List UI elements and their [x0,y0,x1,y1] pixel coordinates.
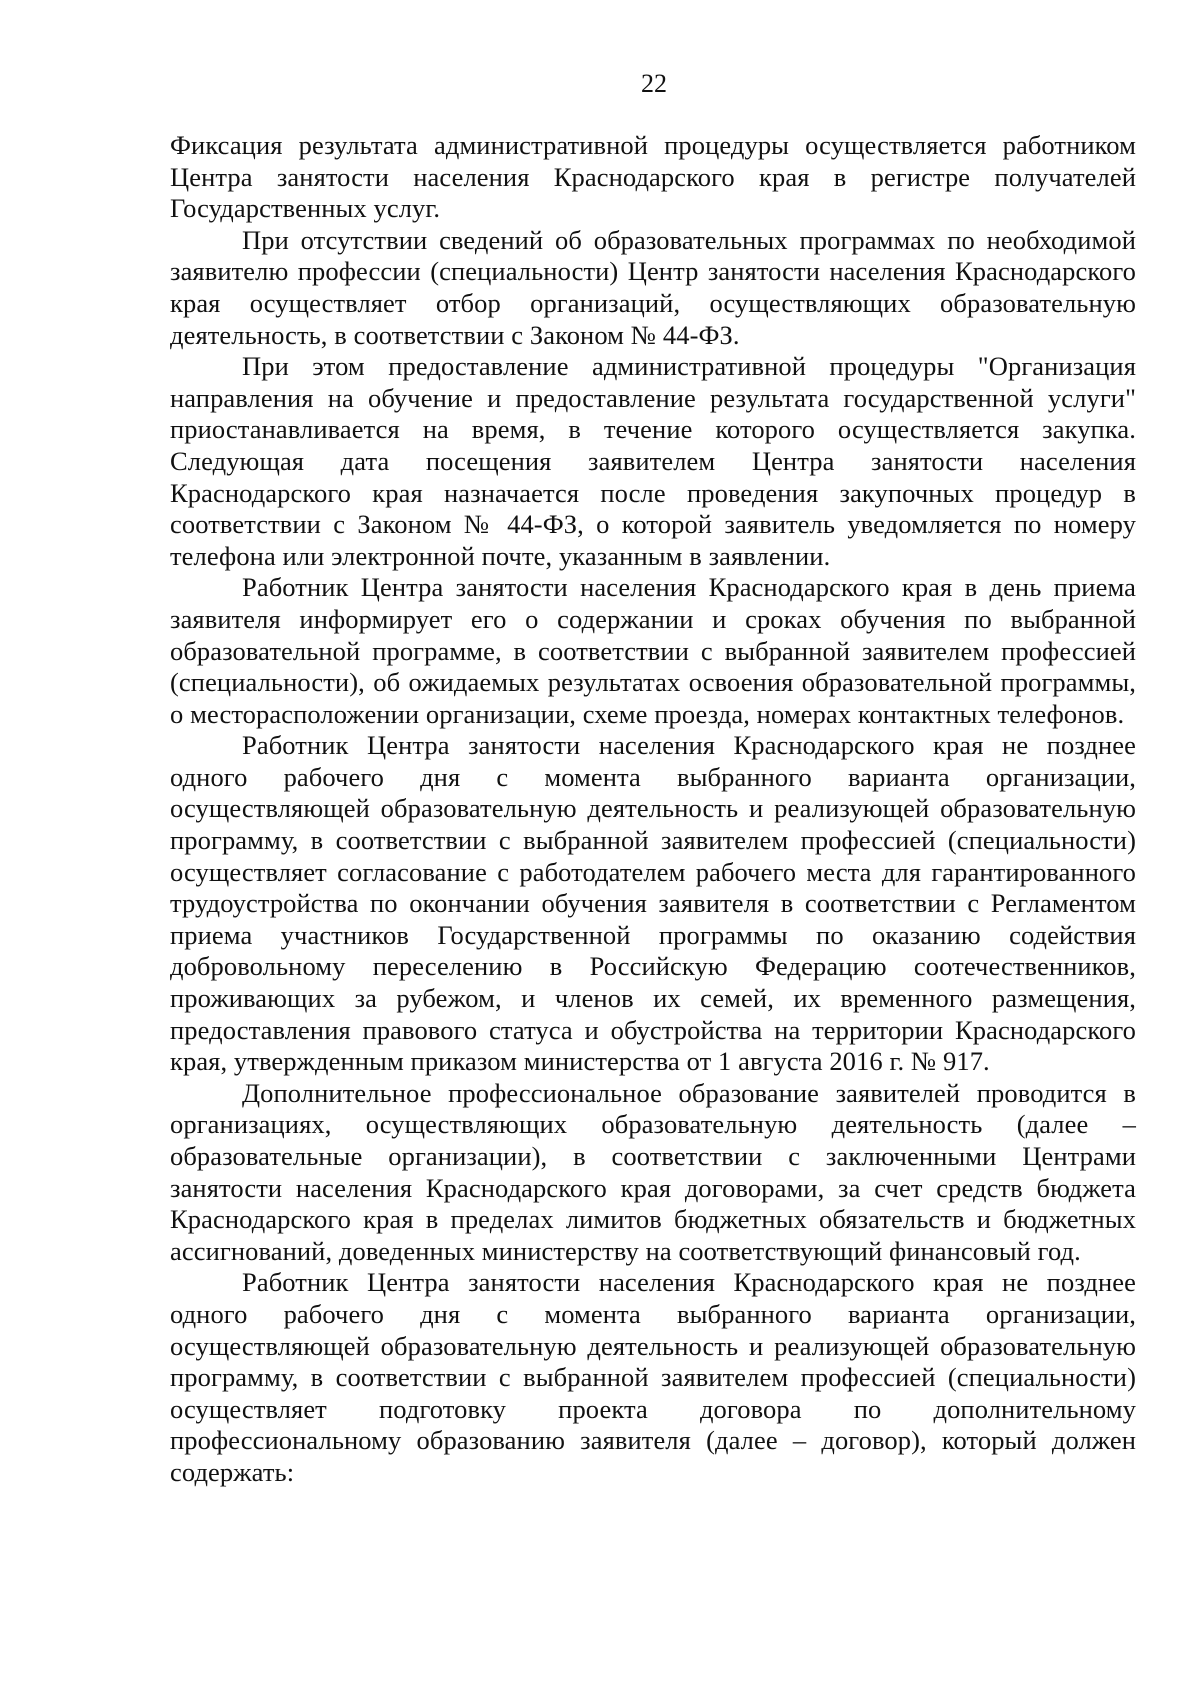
paragraph-employer-agreement: Работник Центра занятости населения Краснодарского края не позднее одного рабочего дня с момента выбранного варианта организации, осуществляющей образовательную деятельность и реализующей образовательную программу, в соответствии с выбранной заявителем профессией (специальности) осуществляет согласование с работодателем рабочего места для гарантированного трудоустройства по окончании обучения заявителя в соответствии с Регламентом приема участников Государственной программы по оказанию содействия добровольному переселению в Российскую Федерацию соотечественников, проживающих за рубежом, и членов их семей, их временного размещения, предоставления правового статуса и обустройства на территории Краснодарского края, утвержденным приказом министерства от 1 августа 2016 г. № 917. [170,730,1136,1077]
paragraph-procedure-suspension: При этом предоставление административной процедуры "Организация направления на обучение и предоставление результата государственной услуги" приостанавливается на время, в течение которого осуществляется закупка. Следующая дата посещения заявителем Центра занятости населения Краснодарского края назначается после проведения закупочных процедур в соответствии с Законом № 44-ФЗ, о которой заявитель уведомляется по номеру телефона или электронной почте, указанным в заявлении. [170,351,1136,571]
paragraph-additional-education: Дополнительное профессиональное образование заявителей проводится в организациях, осуществляющих образовательную деятельность (далее – образовательные организации), в соответствии с заключенными Центрами занятости населения Краснодарского края договорами, за счет средств бюджета Краснодарского края в пределах лимитов бюджетных обязательств и бюджетных ассигнований, доведенных министерству на соответствующий финансовый год. [170,1077,1136,1266]
document-body [170,130,1136,1489]
paragraph-contract-preparation: Работник Центра занятости населения Краснодарского края не позднее одного рабочего дня с момента выбранного варианта организации, осуществляющей образовательную деятельность и реализующей образовательную программу, в соответствии с выбранной заявителем профессией (специальности) осуществляет подготовку проекта договора по дополнительному профессиональному образованию заявителя (далее – договор), который должен содержать: [170,1267,1136,1487]
paragraph-no-program-info: При отсутствии сведений об образовательных программах по необходимой заявителю профессии (специальности) Центр занятости населения Краснодарского края осуществляет отбор организаций, осуществляющих образовательную деятельность, в соответствии с Законом № 44-ФЗ. [170,224,1136,350]
paragraph-result-fixation: Фиксация результата административной процедуры осуществляется работником Центра занятости населения Краснодарского края в регистре получателей Государственных услуг. [170,130,1136,224]
paragraph-applicant-informing: Работник Центра занятости населения Краснодарского края в день приема заявителя информирует его о содержании и сроках обучения по выбранной образовательной программе, в соответствии с выбранной заявителем профессией (специальности), об ожидаемых результатах освоения образовательной программы, о месторасположении организации, схеме проезда, номерах контактных телефонов. [170,572,1136,729]
page-number: 22 [641,69,667,98]
